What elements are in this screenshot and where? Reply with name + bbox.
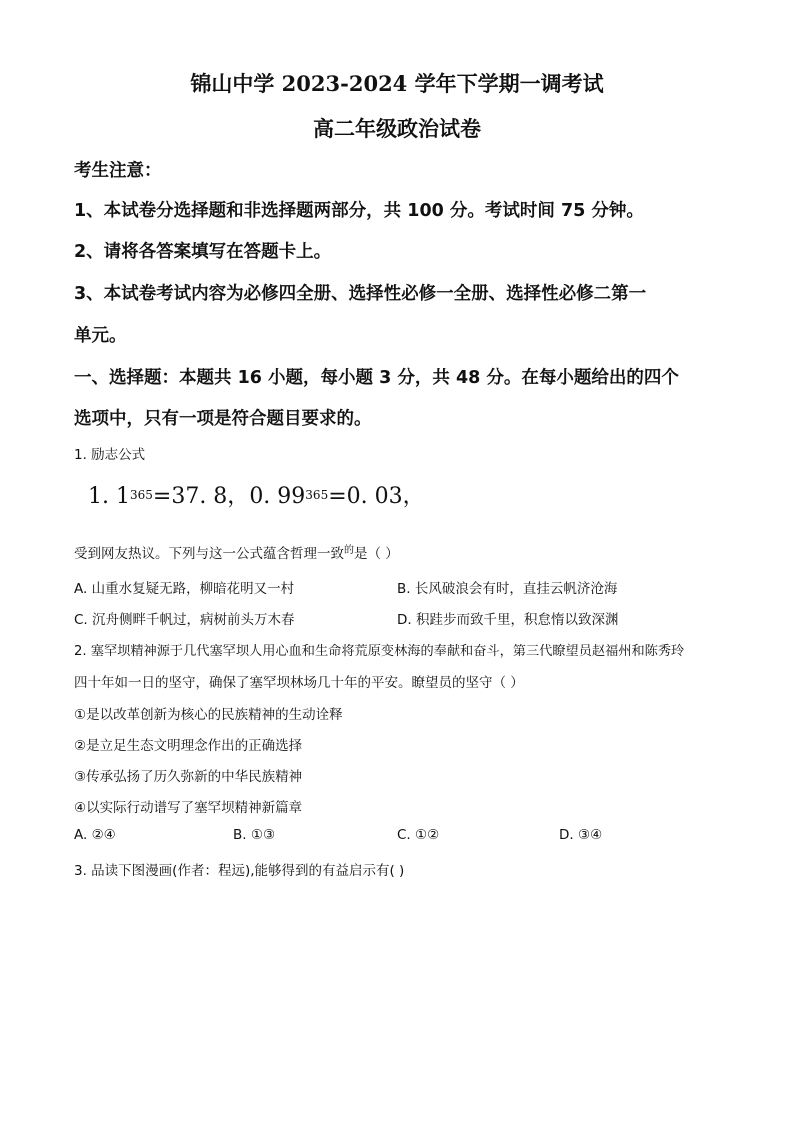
q3-stem: 3. 品读下图漫画(作者：程远),能够得到的有益启示有( ) — [74, 863, 405, 879]
formula-a-exponent: 365 — [129, 488, 153, 502]
q2-option-a: A. ②④ — [74, 827, 116, 843]
q1-text-pre: 受到网友热议。下列与这一公式蕴含哲理一致 — [74, 546, 344, 562]
q1-option-a: A. 山重水复疑无路，柳暗花明又一村 — [74, 581, 295, 597]
q2-statement-1: ①是以改革创新为核心的民族精神的生动诠释 — [74, 707, 343, 723]
exam-subtitle: 高二年级政治试卷 — [313, 116, 481, 141]
notice-item-1: 1、本试卷分选择题和非选择题两部分，共 100 分。考试时间 75 分钟。 — [74, 201, 644, 221]
formula-a-base: 1. 1 — [88, 484, 130, 509]
q1-text-mark: 的 — [344, 545, 354, 556]
section-1-heading-line-2: 选项中，只有一项是符合题目要求的。 — [74, 409, 372, 429]
q1-option-c: C. 沉舟侧畔千帆过，病树前头万木春 — [74, 612, 295, 628]
q2-option-c: C. ①② — [397, 827, 440, 843]
formula-b-base: 0. 99 — [249, 484, 306, 509]
notice-item-3-line-2: 单元。 — [74, 326, 127, 346]
exam-title: 锦山中学 2023-2024 学年下学期一调考试 — [190, 71, 604, 96]
q1-option-d: D. 积跬步而致千里，积怠惰以致深渊 — [397, 612, 619, 628]
q1-text — [74, 542, 399, 562]
formula-a-result: =37. 8， — [152, 484, 250, 509]
q2-stem-line-2: 四十年如一日的坚守，确保了塞罕坝林场几十年的平安。瞭望员的坚守（ ） — [74, 675, 524, 691]
q1-stem: 1. 励志公式 — [74, 447, 146, 463]
formula-b-exponent: 365 — [305, 488, 329, 502]
q1-formula — [88, 479, 425, 510]
q1-option-b: B. 长风破浪会有时，直挂云帆济沧海 — [397, 581, 618, 597]
notice-heading: 考生注意： — [74, 161, 162, 181]
q2-statement-3: ③传承弘扬了历久弥新的中华民族精神 — [74, 769, 303, 785]
formula-b-result: =0. 03， — [328, 484, 425, 509]
q2-statement-2: ②是立足生态文明理念作出的正确选择 — [74, 738, 303, 754]
q2-option-d: D. ③④ — [559, 827, 603, 843]
section-1-heading-line-1: 一、选择题：本题共 16 小题，每小题 3 分，共 48 分。在每小题给出的四个 — [74, 368, 679, 388]
notice-item-2: 2、请将各答案填写在答题卡上。 — [74, 242, 332, 262]
q2-statement-4: ④以实际行动谱写了塞罕坝精神新篇章 — [74, 800, 303, 816]
notice-item-3-line-1: 3、本试卷考试内容为必修四全册、选择性必修一全册、选择性必修二第一 — [74, 284, 647, 304]
q2-stem-line-1: 2. 塞罕坝精神源于几代塞罕坝人用心血和生命将荒原变林海的奉献和奋斗，第三代瞭望员赵福州和陈秀玲 — [74, 644, 685, 659]
q1-text-post: 是（ ） — [354, 546, 399, 562]
q2-option-b: B. ①③ — [233, 827, 276, 843]
